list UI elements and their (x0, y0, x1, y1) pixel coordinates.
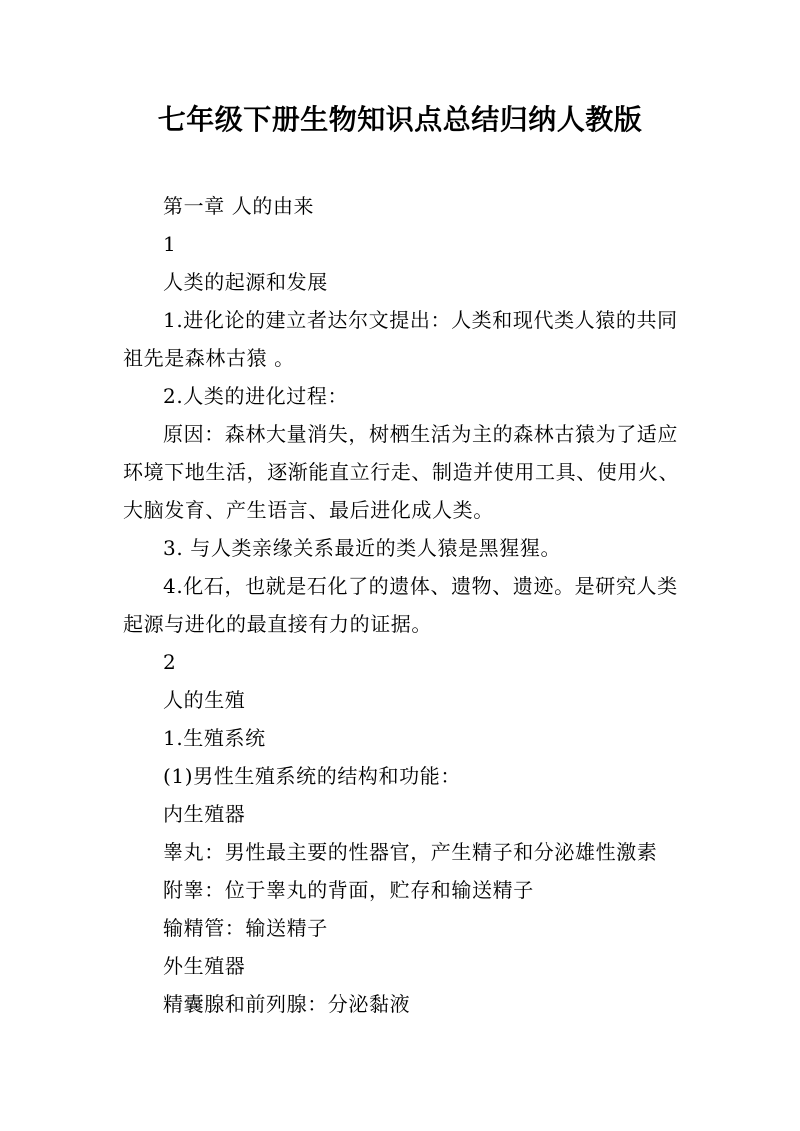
section-heading: 人类的起源和发展 (163, 270, 328, 294)
section-number: 1 (163, 232, 177, 256)
paragraph: 3. 与人类亲缘关系最近的类人猿是黑猩猩。 (163, 536, 562, 560)
section-heading: 人的生殖 (163, 688, 246, 712)
document-body (123, 187, 693, 1023)
paragraph: 睾丸：男性最主要的性器官，产生精子和分泌雄性激素 (163, 840, 658, 864)
paragraph: 精囊腺和前列腺：分泌黏液 (163, 992, 411, 1016)
paragraph: 4.化石，也就是石化了的遗体、遗物、遗迹。是研究人类起源与进化的最直接有力的证据。 (123, 574, 678, 636)
section-number: 2 (163, 650, 177, 674)
paragraph: 外生殖器 (163, 954, 246, 978)
paragraph: 输精管：输送精子 (163, 916, 328, 940)
paragraph: 原因：森林大量消失，树栖生活为主的森林古猿为了适应环境下地生活，逐渐能直立行走、制造并使用工具、使用火、大脑发育、产生语言、最后进化成人类。 (123, 422, 680, 522)
document-title: 七年级下册生物知识点总结归纳人教版 (157, 103, 643, 136)
paragraph: 附睾：位于睾丸的背面，贮存和输送精子 (163, 878, 534, 902)
chapter-heading: 第一章 人的由来 (163, 194, 315, 218)
paragraph: 内生殖器 (163, 802, 246, 826)
paragraph: (1)男性生殖系统的结构和功能： (163, 764, 461, 788)
paragraph: 1.进化论的建立者达尔文提出：人类和现代类人猿的共同祖先是森林古猿 。 (123, 308, 678, 370)
paragraph: 2.人类的进化过程： (163, 384, 349, 408)
paragraph: 1.生殖系统 (163, 726, 266, 750)
